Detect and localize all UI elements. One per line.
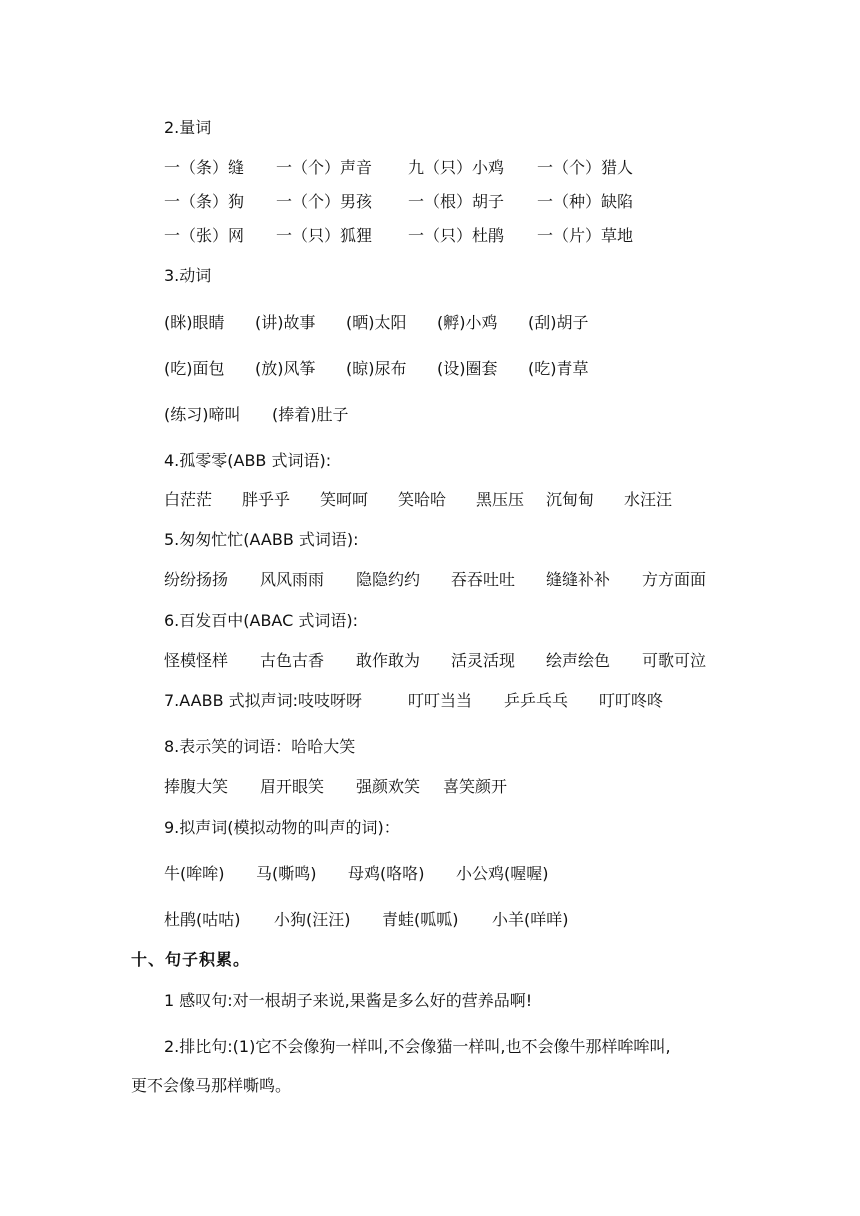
animal-sound: 马(嘶鸣) — [256, 864, 317, 883]
measure-word: 一（种）缺陷 — [537, 192, 634, 211]
measure-word: 一（个）男孩 — [276, 192, 373, 211]
aabb-word: 缝缝补补 — [546, 570, 611, 589]
laugh-word: 捧腹大笑 — [164, 777, 229, 796]
onomatopoeia-word: 乒乒乓乓 — [504, 691, 569, 710]
animal-sound: 小羊(咩咩) — [492, 910, 569, 929]
animal-sound: 杜鹃(咕咕) — [164, 910, 241, 929]
aabb-word: 隐隐约约 — [356, 570, 421, 589]
verb-phrase: (孵)小鸡 — [437, 313, 498, 332]
abac-word: 怪模怪样 — [164, 651, 229, 670]
abb-word: 胖乎乎 — [242, 490, 291, 509]
section-title-animal-sounds: 9.拟声词(模拟动物的叫声的词)： — [164, 818, 400, 837]
measure-word: 一（只）狐狸 — [276, 226, 373, 245]
verb-phrase: (眯)眼睛 — [164, 313, 225, 332]
measure-word: 一（个）声音 — [276, 158, 373, 177]
verb-phrase: (刮)胡子 — [528, 313, 589, 332]
section-title-aabb-onomatopoeia: 7.AABB 式拟声词:吱吱呀呀 — [164, 691, 363, 710]
abb-word: 笑呵呵 — [320, 490, 369, 509]
parallel-sentence-line-1: 2.排比句:(1)它不会像狗一样叫,不会像猫一样叫,也不会像牛那样哞哞叫, — [164, 1037, 671, 1056]
aabb-word: 风风雨雨 — [260, 570, 325, 589]
measure-word: 一（根）胡子 — [408, 192, 505, 211]
onomatopoeia-word: 叮叮当当 — [408, 691, 473, 710]
abac-word: 可歌可泣 — [642, 651, 707, 670]
measure-word: 一（张）网 — [164, 226, 245, 245]
verb-phrase: (放)风筝 — [255, 359, 316, 378]
laugh-word: 眉开眼笑 — [260, 777, 325, 796]
animal-sound: 小狗(汪汪) — [274, 910, 351, 929]
aabb-word: 方方面面 — [642, 570, 707, 589]
laugh-word: 喜笑颜开 — [443, 777, 508, 796]
animal-sound: 牛(哞哞) — [164, 864, 225, 883]
measure-word: 一（条）狗 — [164, 192, 245, 211]
verb-phrase: (晾)尿布 — [346, 359, 407, 378]
verb-phrase: (吃)面包 — [164, 359, 225, 378]
measure-word: 九（只）小鸡 — [408, 158, 505, 177]
animal-sound: 小公鸡(喔喔) — [456, 864, 549, 883]
section-title-measure-words: 2.量词 — [164, 118, 212, 137]
section-title-abb: 4.孤零零(ABB 式词语): — [164, 451, 332, 470]
exclamation-sentence: 1 感叹句:对一根胡子来说,果酱是多么好的营养品啊! — [164, 991, 533, 1010]
aabb-word: 吞吞吐吐 — [451, 570, 516, 589]
section-title-laugh: 8.表示笑的词语：哈哈大笑 — [164, 737, 356, 756]
sentence-section-heading: 十、句子积累。 — [131, 950, 251, 969]
aabb-word: 纷纷扬扬 — [164, 570, 229, 589]
abac-word: 古色古香 — [260, 651, 325, 670]
verb-phrase: (设)圈套 — [437, 359, 498, 378]
section-title-abac: 6.百发百中(ABAC 式词语): — [164, 611, 358, 630]
verb-phrase: (晒)太阳 — [346, 313, 407, 332]
abb-word: 沉甸甸 — [546, 490, 595, 509]
abb-word: 黑压压 — [476, 490, 525, 509]
section-title-aabb: 5.匆匆忙忙(AABB 式词语): — [164, 530, 359, 549]
measure-word: 一（片）草地 — [537, 226, 634, 245]
verb-phrase: (练习)啼叫 — [164, 405, 241, 424]
animal-sound: 青蛙(呱呱) — [382, 910, 459, 929]
abac-word: 绘声绘色 — [546, 651, 611, 670]
onomatopoeia-word: 叮叮咚咚 — [599, 691, 664, 710]
verb-phrase: (捧着)肚子 — [272, 405, 349, 424]
measure-word: 一（只）杜鹃 — [408, 226, 505, 245]
verb-phrase: (吃)青草 — [528, 359, 589, 378]
abb-word: 笑哈哈 — [398, 490, 447, 509]
animal-sound: 母鸡(咯咯) — [348, 864, 425, 883]
verb-phrase: (讲)故事 — [255, 313, 316, 332]
parallel-sentence-line-2: 更不会像马那样嘶鸣。 — [131, 1076, 292, 1095]
laugh-word: 强颜欢笑 — [356, 777, 421, 796]
section-title-verbs: 3.动词 — [164, 266, 212, 285]
abb-word: 水汪汪 — [624, 490, 673, 509]
abb-word: 白茫茫 — [164, 490, 213, 509]
measure-word: 一（个）猎人 — [537, 158, 634, 177]
abac-word: 活灵活现 — [451, 651, 516, 670]
abac-word: 敢作敢为 — [356, 651, 421, 670]
measure-word: 一（条）缝 — [164, 158, 245, 177]
